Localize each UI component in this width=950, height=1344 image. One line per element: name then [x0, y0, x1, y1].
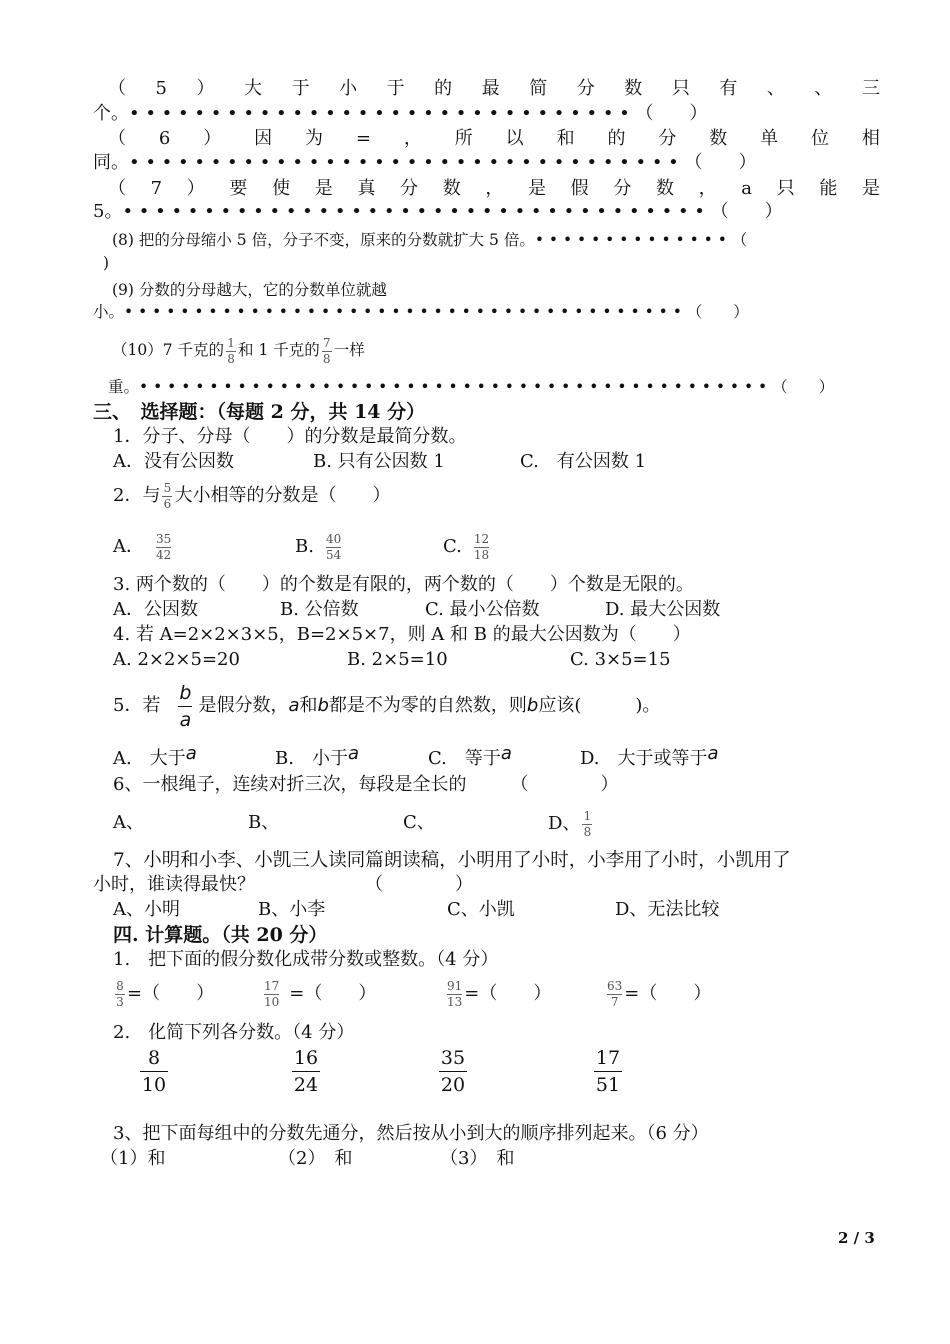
q6-char: 以	[505, 128, 524, 149]
q7-char: 假	[570, 178, 589, 199]
q7-char: 真	[357, 178, 376, 199]
fraction-b-a: $\frac{b}{a}$	[179, 681, 192, 731]
choice-q3: 3. 两个数的（ ）的个数是有限的，两个数的（ ）个数是无限的。	[113, 574, 694, 595]
q7-char: （	[108, 178, 126, 199]
q5-char: （	[108, 78, 126, 99]
q6-char: 为	[305, 128, 324, 149]
q5-char: 小	[339, 78, 358, 99]
judge-q5-line2: 个。• • • • • • • • • • • • • • • • • • • • • • • • • • • • • • • （ ）	[93, 103, 708, 124]
choice-q1-opt-a: A．没有公因数	[113, 451, 234, 472]
q7-char: 数	[442, 178, 461, 199]
choice-q6-opt-c: C、	[403, 812, 435, 833]
calc-q1-item-4: $\frac{63}{7}$ =（ ）	[607, 978, 712, 1009]
calc-q1: 1. 把下面的假分数化成带分数或整数。（4 分）	[113, 949, 499, 970]
q5-char: 的	[434, 78, 453, 99]
page-number: 2 / 3	[838, 1229, 875, 1247]
q6-char: ，	[403, 128, 422, 149]
q6-char: ）	[203, 128, 222, 149]
q5-char: 、	[814, 78, 833, 99]
choice-q5-opt-a: A. 大于a	[113, 743, 197, 769]
section4-title: 四. 计算题。（共 20 分）	[113, 924, 328, 946]
q7-char: 分	[613, 178, 632, 199]
choice-q7-opt-c: C、小凯	[447, 899, 515, 920]
choice-q2: 2．与 $\frac{5}{6}$ 大小相等的分数是（ ）	[113, 480, 391, 511]
choice-q5-opt-b: B. 小于a	[275, 743, 359, 769]
judge-q6-line2: 同。• • • • • • • • • • • • • • • • • • • • • • • • • • • • • • • • • • （ ）	[93, 152, 757, 173]
choice-q2-opt-a: A． $\frac{35}{42}$	[113, 531, 172, 562]
choice-q4: 4. 若 A=2×2×3×5，B=2×5×7，则 A 和 B 的最大公因数为（ ）	[113, 624, 691, 645]
q6-char: 所	[454, 128, 473, 149]
q5-char: 大	[244, 78, 263, 99]
q7-char: 分	[400, 178, 419, 199]
q7-char: 7	[150, 178, 163, 199]
calc-q1-item-2: $\frac{17}{10}$ =（ ）	[264, 978, 377, 1009]
choice-q4-opt-a: A. 2×2×5=20	[113, 649, 240, 670]
fraction-1-8: $\frac{1}{8}$	[227, 335, 235, 366]
q7-char: ）	[186, 178, 205, 199]
choice-q2-opt-b: B. $\frac{40}{54}$	[295, 531, 342, 562]
choice-q3-opt-d: D. 最大公因数	[605, 599, 721, 620]
judge-q6-line1	[108, 128, 880, 150]
judge-q5-line1	[108, 78, 880, 100]
q7-char: 是	[528, 178, 547, 199]
choice-q1-opt-b: B. 只有公因数 1	[313, 451, 445, 472]
q6-char: =	[355, 128, 371, 149]
calc-q1-item-3: $\frac{91}{13}$ =（ ）	[447, 978, 552, 1009]
q6-char: 相	[861, 128, 880, 149]
choice-q3-opt-a: A．公因数	[113, 599, 198, 620]
calc-q2: 2. 化简下列各分数。（4 分）	[113, 1022, 355, 1043]
choice-q7-opt-b: B、小李	[258, 899, 326, 920]
q7-char: ，	[698, 178, 717, 199]
judge-q8: (8) 把的分母缩小 5 倍，分子不变，原来的分数就扩大 5 倍。• • • • • • • • • • • • • • （	[112, 231, 748, 249]
q6-char: 位	[811, 128, 830, 149]
choice-q4-opt-c: C. 3×5=15	[570, 649, 671, 670]
choice-q1: 1．分子、分母（ ）的分数是最简分数。	[113, 426, 467, 447]
choice-q7-line2: 小时，谁读得最快？ （ ）	[93, 874, 473, 895]
q5-char: 只	[671, 78, 690, 99]
q6-char: 的	[607, 128, 626, 149]
q5-char: ）	[196, 78, 215, 99]
choice-q7-opt-d: D、无法比较	[615, 899, 720, 920]
choice-q6-opt-a: A、	[113, 812, 144, 833]
q5-char: 于	[291, 78, 310, 99]
judge-q10-line2: 重。• • • • • • • • • • • • • • • • • • • • • • • • • • • • • • • • • • • • • • • • • • • • • （ ）	[108, 378, 835, 396]
fraction-1-8: $\frac{1}{8}$	[583, 808, 592, 839]
calc-q2-item-3: $\frac{35}{20}$	[440, 1047, 466, 1096]
calc-q3-group-3: （3） 和	[440, 1148, 515, 1169]
calc-q2-item-4: $\frac{17}{51}$	[595, 1047, 621, 1096]
q6-char: （	[108, 128, 126, 149]
calc-q3: 3、把下面每组中的分数先通分，然后按从小到大的顺序排列起来。（6 分）	[113, 1123, 709, 1144]
section3-title: 三、 选择题：（每题 2 分，共 14 分）	[93, 401, 426, 423]
q7-char: 使	[272, 178, 291, 199]
q5-char: 简	[529, 78, 548, 99]
choice-q4-opt-b: B. 2×5=10	[347, 649, 448, 670]
choice-q6: 6、一根绳子，连续对折三次，每段是全长的 （ ）	[113, 774, 619, 795]
judge-q7-line2: 5。• • • • • • • • • • • • • • • • • • • • • • • • • • • • • • • • • • • • （ ）	[93, 201, 783, 222]
q7-char: 是	[862, 178, 880, 199]
q5-char: 三	[861, 78, 880, 99]
q6-char: 和	[556, 128, 575, 149]
choice-q5-opt-c: C. 等于a	[428, 743, 512, 769]
q5-char: 数	[624, 78, 643, 99]
q6-char: 分	[658, 128, 677, 149]
choice-q2-opt-c: C. $\frac{12}{18}$	[443, 531, 490, 562]
q6-char: 因	[254, 128, 273, 149]
q6-char: 数	[709, 128, 728, 149]
calc-q2-item-2: $\frac{16}{24}$	[293, 1047, 319, 1096]
calc-q2-item-1: $\frac{8}{10}$	[141, 1047, 167, 1096]
choice-q1-opt-c: C. 有公因数 1	[520, 451, 647, 472]
judge-q9-line1: (9) 分数的分母越大，它的分数单位就越	[112, 281, 387, 299]
q6-char: 单	[760, 128, 779, 149]
judge-q8-close: )	[103, 254, 110, 272]
q5-char: 有	[719, 78, 738, 99]
q7-char: 能	[819, 178, 838, 199]
fraction-5-6: $\frac{5}{6}$	[163, 480, 172, 511]
q7-char: 是	[314, 178, 333, 199]
choice-q5-opt-d: D. 大于或等于a	[580, 743, 719, 769]
choice-q7-opt-a: A、小明	[113, 899, 180, 920]
choice-q5: 5．若 $\frac{b}{a}$ 是假分数，a和b都是不为零的自然数，则b应该( )。	[113, 681, 661, 731]
q7-char: 数	[655, 178, 674, 199]
calc-q3-group-1: （1）和	[100, 1148, 166, 1169]
q5-char: 最	[481, 78, 500, 99]
q7-char: ，	[485, 178, 504, 199]
q5-char: 分	[576, 78, 595, 99]
choice-q3-opt-b: B. 公倍数	[280, 599, 359, 620]
q5-char: 、	[766, 78, 785, 99]
judge-q7-line1	[108, 178, 880, 200]
q6-char: 6	[158, 128, 171, 149]
fraction-7-8: $\frac{7}{8}$	[322, 335, 331, 366]
q7-char: a	[741, 178, 753, 199]
choice-q6-opt-d: D、 $\frac{1}{8}$	[548, 808, 592, 839]
q5-char: 于	[386, 78, 405, 99]
choice-q3-opt-c: C. 最小公倍数	[425, 599, 540, 620]
calc-q3-group-2: （2） 和	[278, 1148, 353, 1169]
choice-q6-opt-b: B、	[248, 812, 280, 833]
calc-q1-item-1: $\frac{8}{3}$ =（ ）	[116, 978, 215, 1009]
q7-char: 要	[229, 178, 248, 199]
choice-q7-line1: 7、小明和小李、小凯三人读同篇朗读稿，小明用了小时，小李用了小时，小凯用了	[113, 850, 791, 871]
judge-q10-line1: （10）7 千克的 $\frac{1}{8}$ 和 1 千克的 $\frac{7}{8}$ 一样	[112, 335, 365, 366]
q7-char: 只	[776, 178, 795, 199]
judge-q9-line2: 小。• • • • • • • • • • • • • • • • • • • • • • • • • • • • • • • • • • • • • • • • （ ）	[93, 303, 749, 321]
q5-char: 5	[155, 78, 167, 99]
